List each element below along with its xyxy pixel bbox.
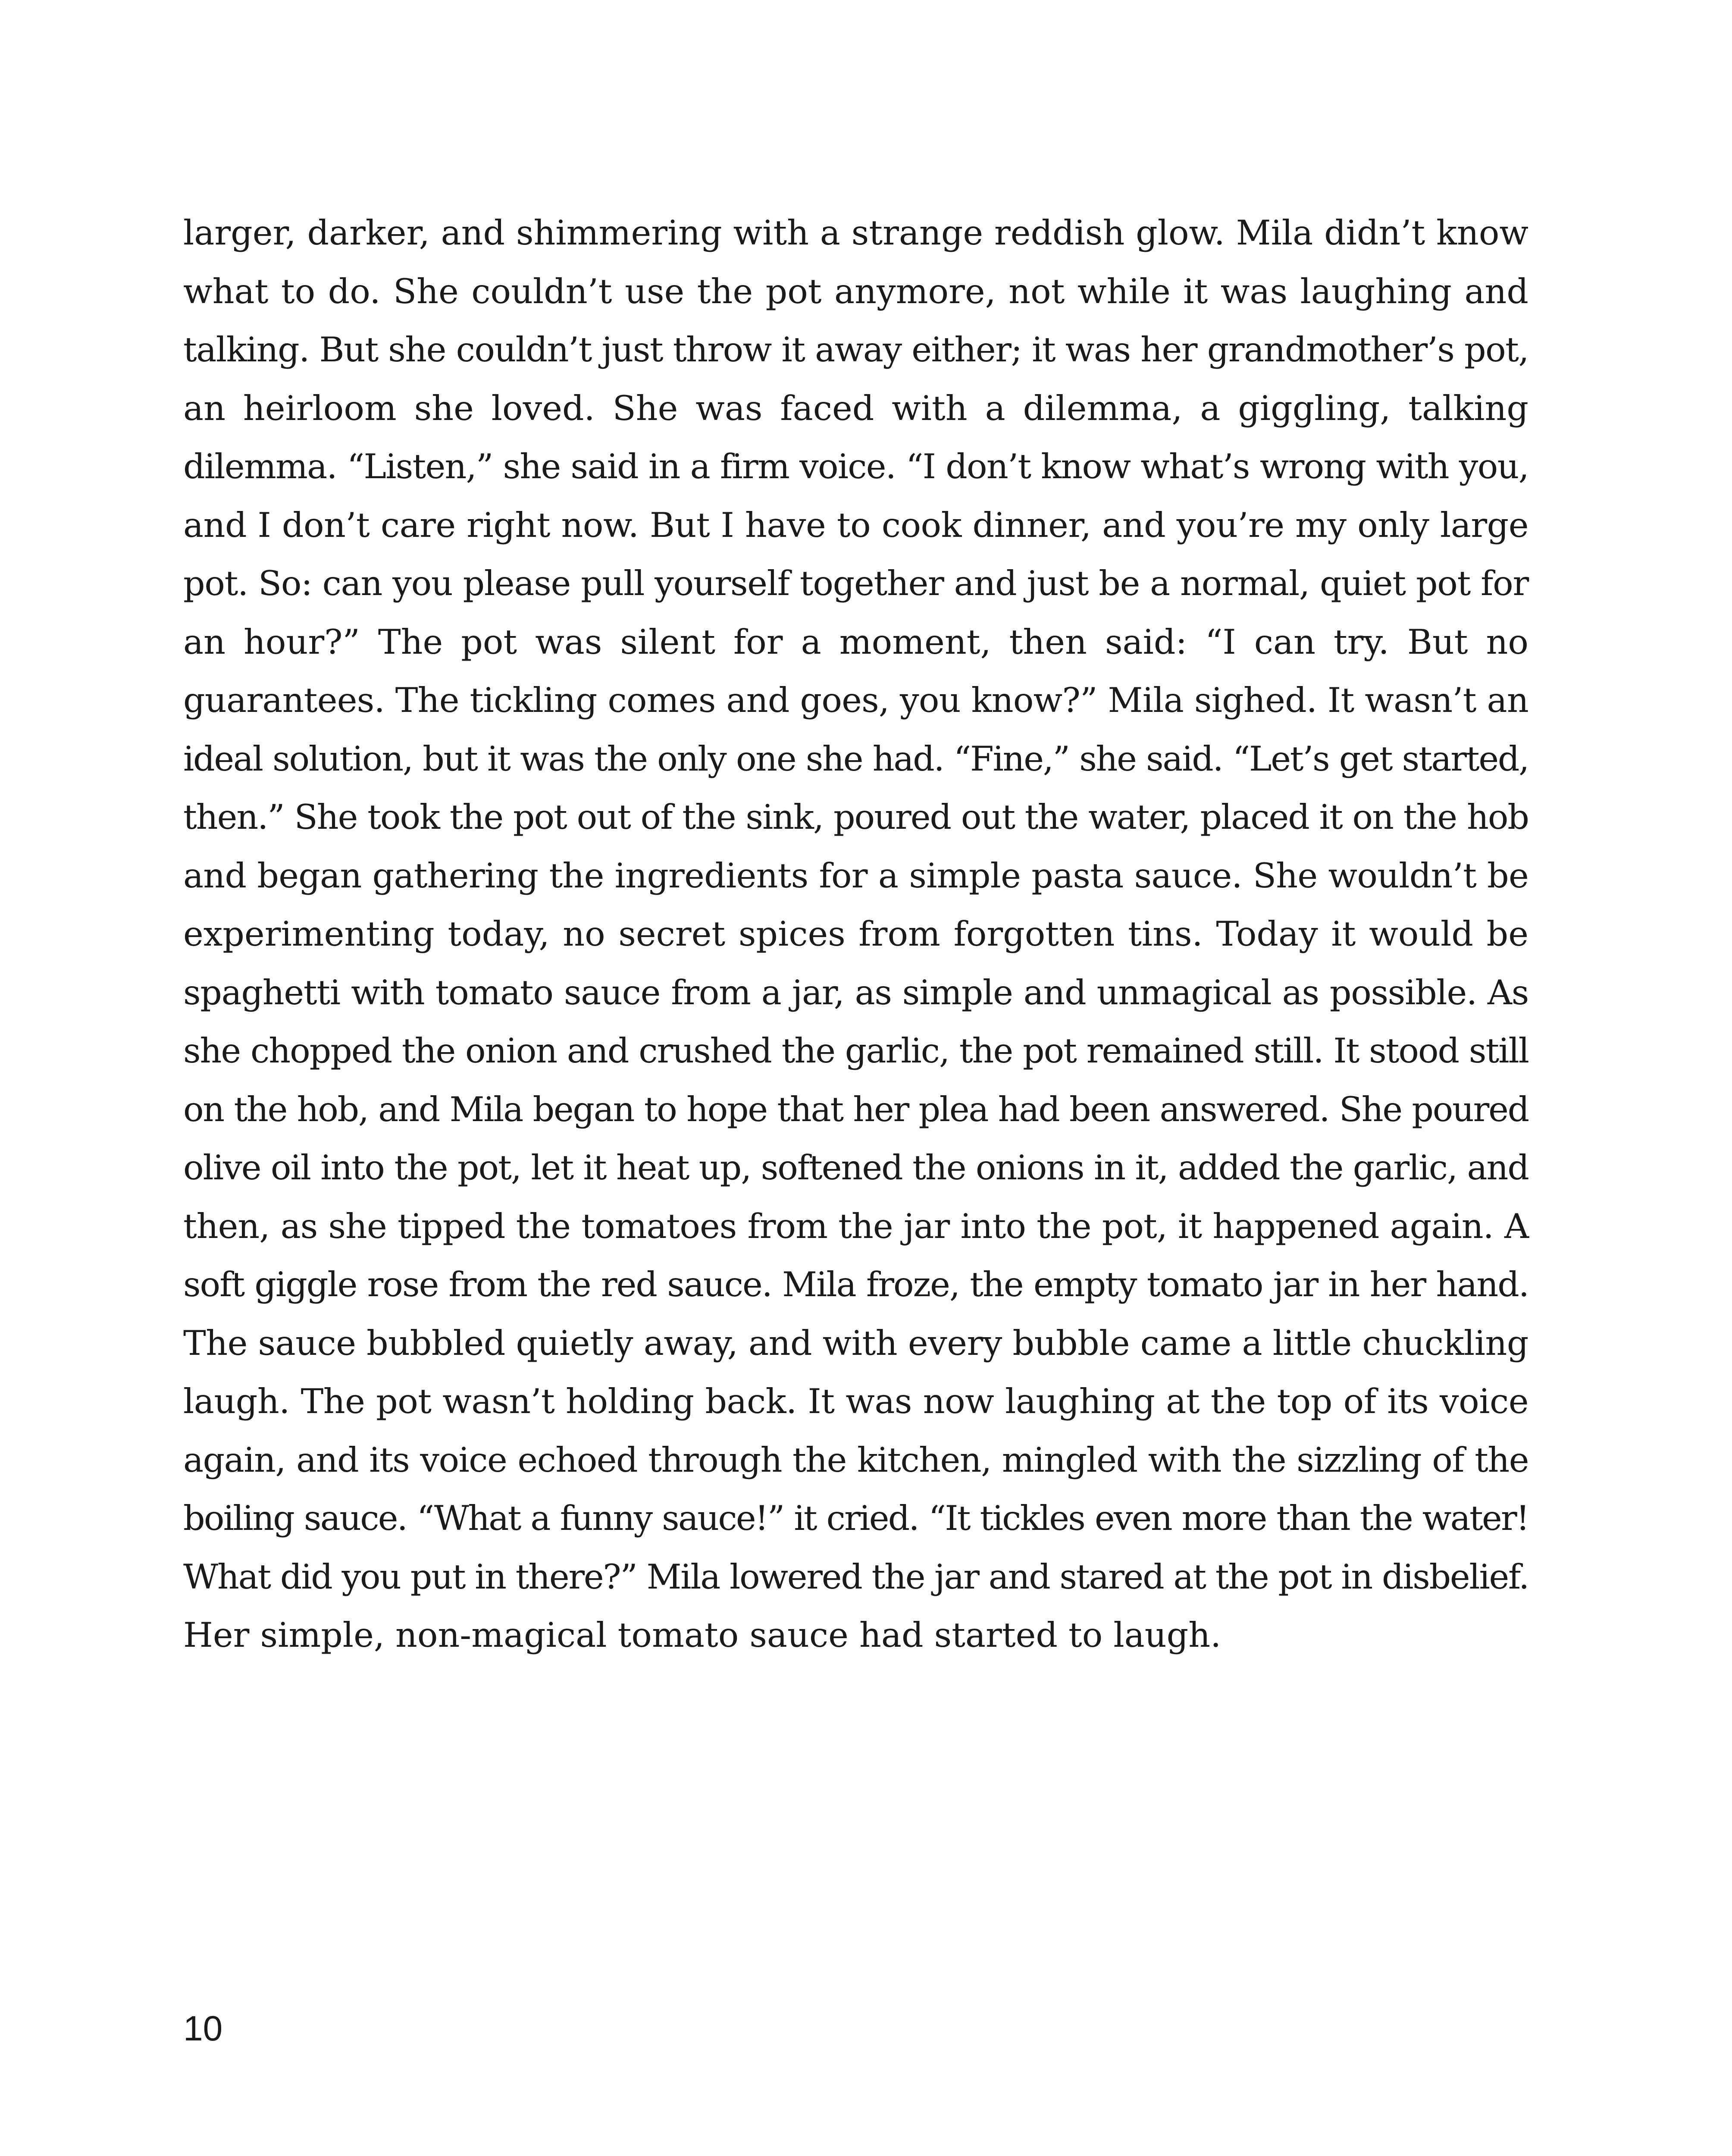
text-line: an hour?” The pot was silent for a moment, then said: “I can try. But no — [183, 622, 1528, 662]
text-line: then.” She took the pot out of the sink, poured out the water, placed it on the hob — [183, 797, 1528, 837]
text-line: and I don’t care right now. But I have to cook dinner, and you’re my only large — [183, 505, 1528, 545]
text-line: again, and its voice echoed through the kitchen, mingled with the sizzling of the — [183, 1440, 1528, 1480]
text-line: talking. But she couldn’t just throw it away either; it was her grandmother’s pot, — [183, 330, 1528, 370]
text-line: soft giggle rose from the red sauce. Mila froze, the empty tomato jar in her hand. — [183, 1265, 1528, 1304]
text-line: The sauce bubbled quietly away, and with every bubble came a little chuckling — [183, 1323, 1528, 1363]
page-number: 10 — [183, 2009, 223, 2048]
text-line: guarantees. The tickling comes and goes, you know?” Mila sighed. It wasn’t an — [183, 680, 1528, 720]
text-line: ideal solution, but it was the only one she had. “Fine,” she said. “Let’s get started, — [183, 739, 1528, 779]
body-text — [183, 204, 1528, 1665]
text-line: and began gathering the ingredients for a simple pasta sauce. She wouldn’t be — [183, 856, 1528, 896]
text-line: spaghetti with tomato sauce from a jar, as simple and unmagical as possible. As — [183, 972, 1528, 1012]
text-line-last: Her simple, non-magical tomato sauce had started to laugh. — [183, 1615, 1221, 1655]
text-line: what to do. She couldn’t use the pot anymore, not while it was laughing and — [183, 271, 1528, 311]
text-line: laugh. The pot wasn’t holding back. It was now laughing at the top of its voice — [183, 1382, 1528, 1421]
text-line: experimenting today, no secret spices from forgotten tins. Today it would be — [183, 914, 1528, 954]
text-line: she chopped the onion and crushed the garlic, the pot remained still. It stood still — [183, 1031, 1528, 1071]
text-line: What did you put in there?” Mila lowered the jar and stared at the pot in disbelief. — [183, 1557, 1528, 1597]
text-line: pot. So: can you please pull yourself together and just be a normal, quiet pot for — [183, 564, 1528, 603]
text-line: then, as she tipped the tomatoes from the jar into the pot, it happened again. A — [183, 1206, 1528, 1246]
text-line: on the hob, and Mila began to hope that her plea had been answered. She poured — [183, 1089, 1528, 1129]
text-line: larger, darker, and shimmering with a strange reddish glow. Mila didn’t know — [183, 213, 1528, 253]
text-line: an heirloom she loved. She was faced with a dilemma, a giggling, talking — [183, 388, 1528, 428]
text-line: olive oil into the pot, let it heat up, softened the onions in it, added the garlic, and — [183, 1148, 1528, 1188]
text-line: boiling sauce. “What a funny sauce!” it cried. “It tickles even more than the water! — [183, 1498, 1528, 1538]
text-line: dilemma. “Listen,” she said in a firm voice. “I don’t know what’s wrong with you, — [183, 447, 1528, 486]
